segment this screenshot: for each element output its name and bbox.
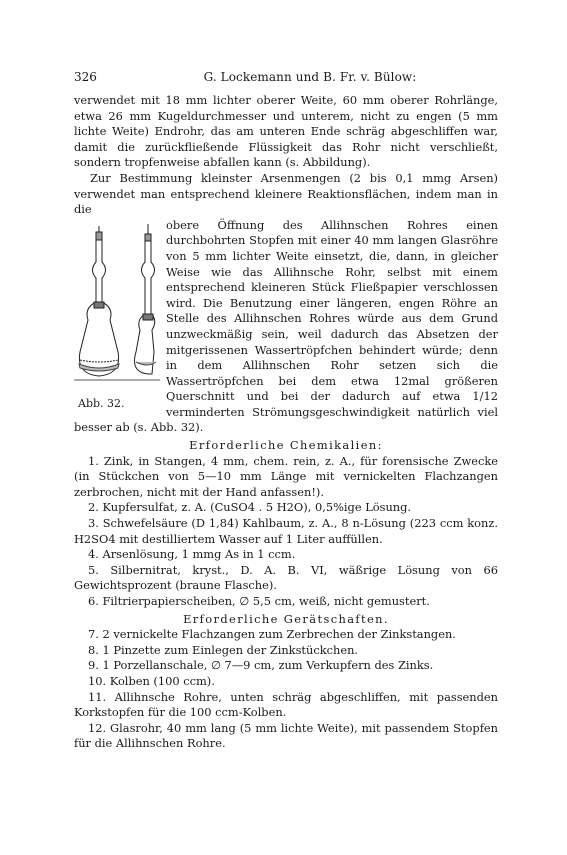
page-number: 326 <box>74 70 97 84</box>
list-item: 10. Kolben (100 ccm). <box>88 673 215 688</box>
figure-32 <box>74 222 160 410</box>
list-item: 4. Arsenlösung, 1 mmg As in 1 ccm. <box>88 547 296 562</box>
page <box>74 70 498 752</box>
section-title-chemicals: Erforderliche Chemikalien: <box>189 438 383 453</box>
list-item: 11. Allihnsche Rohre, unten schräg abgeschliffen, mit passenden Korkstopfen für die 100 ccm-Kolben. <box>74 689 498 720</box>
flask-illustration <box>74 222 160 394</box>
list-item: 1. Zink, in Stangen, 4 mm, chem. rein, z. A., für forensische Zwecke (in Stückchen von 5—10 mm Länge mit vernickelten Flachzangen zerbrochen, nicht mit der Hand anfassen!). <box>74 453 498 499</box>
list-item: 6. Filtrierpapierscheiben, ∅ 5,5 cm, weiß, nicht gemustert. <box>88 594 430 608</box>
figure-block <box>74 218 498 436</box>
paragraph-2-body: obere Öffnung des Allihnschen Rohres einen durchbohrten Stopfen mit einer 40 mm langen Glasröhre von 5 mm lichter Weite einsetzt, die, dann, in gleicher Weise wie das Allihnsche Rohr, selbst mit einem entsprechend kleineren Stück Fließpapier verschlossen wird. Die Benutzung einer längeren, engen Röhre an Stelle des Allihnschen Rohres würde aus dem Grund unzweckmäßig sein, weil dadurch das Absetzen der mitgerissenen Wassertröpfchen behindert würde; denn in dem Allihnschen Rohr setzen sich die Wassertröpfchen bei dem etwa 12mal größeren Querschnitt und bei der dadurch auf etwa 1/12 verminderten Strömungsgeschwindigkeit natürlich viel besser ab (s. Abb. 32). <box>74 217 498 435</box>
list-item: 7. 2 vernickelte Flachzangen zum Zerbrechen der Zinkstangen. <box>88 627 456 642</box>
running-title: G. Lockemann und B. Fr. v. Bülow: <box>203 70 417 84</box>
flask-left <box>79 226 119 376</box>
list-item: 9. 1 Porzellanschale, ∅ 7—9 cm, zum Verkupfern des Zinks. <box>88 658 434 673</box>
list-item: 12. Glasrohr, 40 mm lang (5 mm lichte Weite), mit passendem Stopfen für die Allihnschen Rohre. <box>74 720 498 751</box>
paragraph-1: verwendet mit 18 mm lichter oberer Weite, 60 mm oberer Rohrlänge, etwa 26 mm Kugeldurchmesser und unterem, nicht zu engen (5 mm lichte Weite) Endrohr, das am unteren Ende schräg abgeschliffen war, damit die zurückfließende Flüssigkeit das Rohr nicht verschließt, sondern tropfenweise abfallen kann (s. Abbildung). <box>74 93 498 170</box>
section-title-equipment: Erforderliche Gerätschaften. <box>183 611 389 626</box>
paragraph-2-intro: Zur Bestimmung kleinster Arsenmengen (2 bis 0,1 mmg Arsen) verwendet man entsprechend kleinere Reaktionsflächen, indem man in die <box>74 170 498 217</box>
list-item: 3. Schwefelsäure (D 1,84) Kahlbaum, z. A., 8 n-Lösung (223 ccm konz. H2SO4 mit destilliertem Wasser auf 1 Liter auffüllen. <box>74 516 498 546</box>
body-text <box>74 93 498 752</box>
flask-right <box>135 224 157 374</box>
list-item: 5. Silbernitrat, kryst., D. A. B. VI, wäßrige Lösung von 66 Gewichtsprozent (braune Flasche). <box>74 562 498 593</box>
page-header <box>74 70 498 84</box>
list-item: 8. 1 Pinzette zum Einlegen der Zinkstückchen. <box>88 642 359 657</box>
figure-caption: Abb. 32. <box>78 396 125 410</box>
list-item: 2. Kupfersulfat, z. A. (CuSO4 . 5 H2O), 0,5%ige Lösung. <box>88 500 412 515</box>
